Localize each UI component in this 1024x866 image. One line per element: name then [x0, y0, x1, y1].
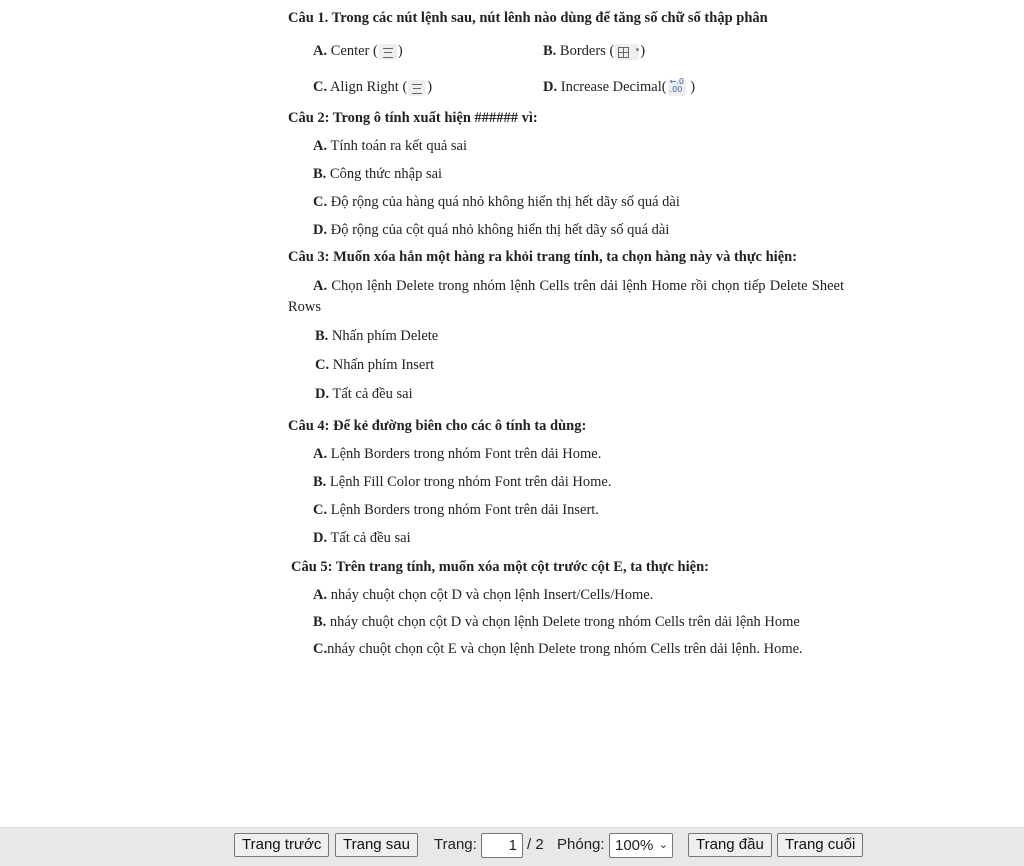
- question-2-title: Câu 2: Trong ô tính xuất hiện ###### vì:: [288, 110, 538, 126]
- question-4-title: Câu 4: Để kẻ đường biên cho các ô tính ta dùng:: [288, 418, 587, 434]
- q1-option-a: A. Center ( ): [313, 43, 403, 59]
- increase-decimal-icon: ←.0 .00: [669, 76, 684, 94]
- first-page-button[interactable]: Trang đầu: [688, 833, 772, 857]
- zoom-label: Phóng:: [557, 836, 605, 853]
- align-right-icon: [408, 80, 426, 96]
- option-letter: B.: [543, 43, 557, 59]
- prev-page-button[interactable]: Trang trước: [234, 833, 329, 857]
- q4-option-c: C. Lệnh Borders trong nhóm Font trên dải Insert.: [313, 502, 599, 518]
- q3-option-d: D. Tất cả đều sai: [315, 386, 413, 402]
- align-center-icon: [379, 44, 397, 60]
- q2-option-c: C. Độ rộng của hàng quá nhỏ không hiển thị hết dãy số quá dài: [313, 194, 680, 210]
- q3-option-c: C. Nhấn phím Insert: [315, 357, 435, 373]
- q1-option-d: D. Increase Decimal( ←.0 .00 ): [543, 76, 696, 95]
- q5-option-c: C.nháy chuột chọn cột E và chọn lệnh Delete trong nhóm Cells trên dải lệnh. Home.: [313, 641, 803, 657]
- page-total: / 2: [527, 836, 544, 853]
- page-number-input[interactable]: 1: [481, 833, 523, 858]
- q4-option-a: A. Lệnh Borders trong nhóm Font trên dải Home.: [313, 446, 602, 462]
- page-label: Trang:: [434, 836, 477, 853]
- question-5-title: Câu 5: Trên trang tính, muốn xóa một cột trước cột E, ta thực hiện:: [291, 559, 709, 575]
- q1-option-c: C. Align Right ( ): [313, 79, 433, 95]
- question-1-title: Câu 1. Trong các nút lệnh sau, nút lênh nào dùng để tăng số chữ số thập phân: [288, 10, 768, 26]
- q3-option-a: A. Chọn lệnh Delete trong nhóm lệnh Cells trên dải lệnh Home rồi chọn tiếp Delete Sheet Rows: [288, 278, 845, 315]
- option-letter: C.: [313, 79, 328, 95]
- option-letter: A.: [313, 43, 328, 59]
- next-page-button[interactable]: Trang sau: [335, 833, 418, 857]
- q4-option-d: D. Tất cả đều sai: [313, 530, 411, 546]
- q2-option-b: B. Công thức nhập sai: [313, 166, 443, 182]
- q2-option-d: D. Độ rộng của cột quá nhỏ không hiển thị hết dãy số quá dài: [313, 222, 670, 238]
- option-letter: D.: [543, 79, 558, 95]
- borders-icon: ▾: [615, 44, 639, 60]
- q3-option-b: B. Nhấn phím Delete: [315, 328, 439, 344]
- document-content: [288, 8, 844, 666]
- q4-option-b: B. Lệnh Fill Color trong nhóm Font trên dải Home.: [313, 474, 612, 490]
- page-navigation-toolbar: [0, 827, 1024, 866]
- last-page-button[interactable]: Trang cuối: [777, 833, 863, 857]
- q5-option-b: B. nháy chuột chọn cột D và chọn lệnh Delete trong nhóm Cells trên dải lệnh Home: [313, 614, 800, 630]
- question-3-title: Câu 3: Muốn xóa hẳn một hàng ra khỏi trang tính, ta chọn hàng này và thực hiện:: [288, 249, 798, 265]
- q1-option-b: B. Borders ( ▾ ): [543, 43, 646, 59]
- chevron-down-icon: ⌄: [658, 839, 668, 851]
- zoom-select[interactable]: 100% ⌄: [609, 833, 673, 858]
- q2-option-a: A. Tính toán ra kết quả sai: [313, 138, 467, 154]
- q5-option-a: A. nháy chuột chọn cột D và chọn lệnh Insert/Cells/Home.: [313, 587, 654, 603]
